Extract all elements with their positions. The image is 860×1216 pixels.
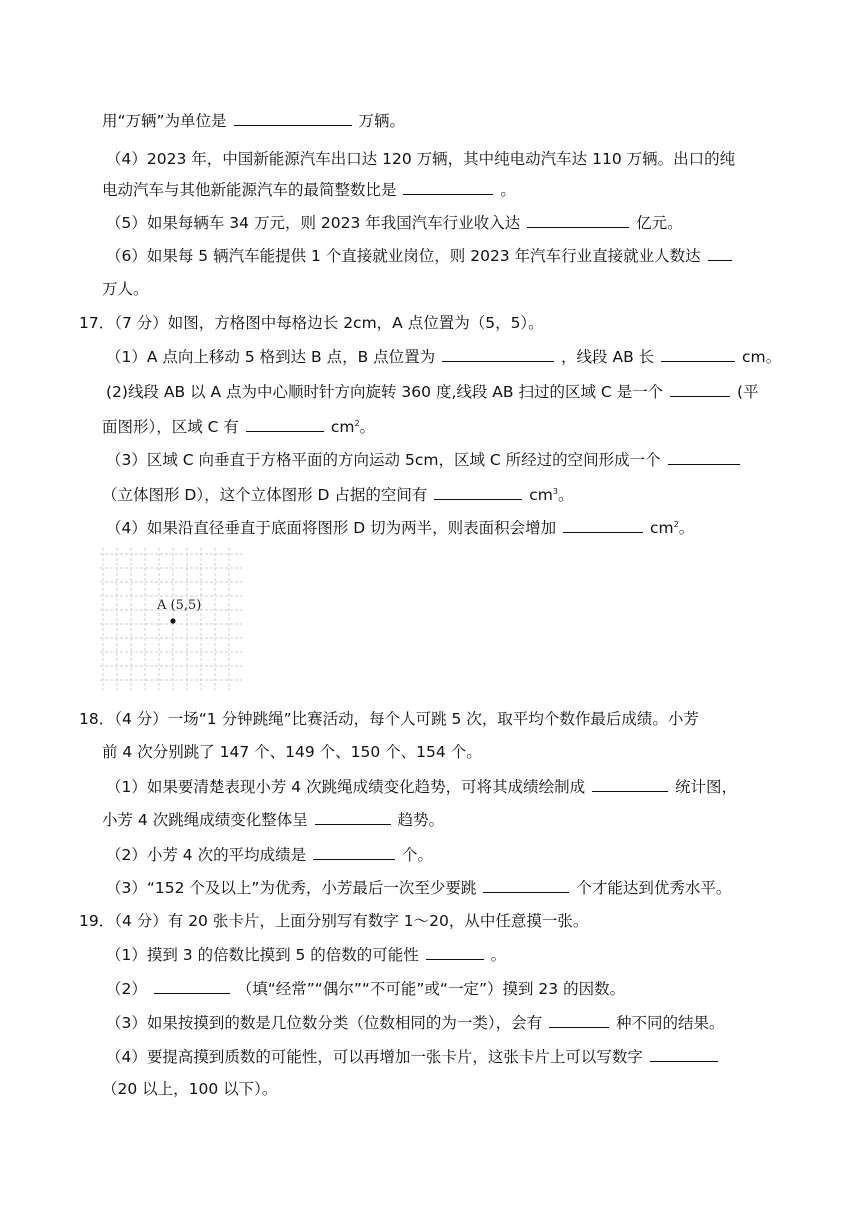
text: 个才能达到优秀水平。 <box>576 879 732 897</box>
point-a-label: A (5,5) <box>157 598 202 613</box>
text: 面图形），区域 C 有 <box>102 418 239 437</box>
question-18 <box>79 709 699 729</box>
question-17 <box>79 313 544 333</box>
text: 种不同的结果。 <box>616 1014 725 1032</box>
answer-blank[interactable] <box>549 1012 609 1028</box>
answer-blank[interactable] <box>483 877 569 893</box>
text: （4）要提高摸到质数的可能性，可以再增加一张卡片，这张卡片上可以写数字 <box>106 1048 643 1066</box>
q17-1 <box>106 346 781 367</box>
text: （3）区域 C 向垂直于方格平面的方向运动 5cm，区域 C 所经过的空间形成一个 <box>106 451 661 469</box>
q17-4 <box>106 515 694 538</box>
answer-blank[interactable] <box>426 944 484 960</box>
text: cm <box>650 519 674 538</box>
text: cm。 <box>742 348 782 366</box>
text: （1）如果要清楚表现小芳 4 次跳绳成绩变化趋势，可将其成绩绘制成 <box>106 778 586 796</box>
text: （填“经常”“偶尔”“不可能”或“一定”）摸到 23 的因数。 <box>236 980 626 998</box>
text: （4）如果沿直径垂直于底面将图形 D 切为两半，则表面积会增加 <box>106 519 557 538</box>
answer-blank[interactable] <box>708 245 732 261</box>
q18-1 <box>106 776 737 797</box>
text: ，线段 AB 长 <box>561 348 655 366</box>
q17-3-continued <box>102 482 574 505</box>
point-a <box>170 618 175 623</box>
text: 。 <box>500 181 516 199</box>
q17-2 <box>106 381 759 402</box>
answer-blank[interactable] <box>668 449 740 465</box>
q19-2 <box>106 978 625 999</box>
text: 17．（7 分）如图，方格图中每格边长 2cm，A 点位置为（5，5）。 <box>79 314 544 332</box>
grid-svg <box>100 548 242 690</box>
text: （2）小芳 4 次的平均成绩是 <box>106 846 307 864</box>
text: 前 4 次分别跳了 147 个、149 个、150 个、154 个。 <box>102 743 482 761</box>
question-19 <box>79 911 588 931</box>
text: 小芳 4 次跳绳成绩变化整体呈 <box>102 811 308 829</box>
answer-blank[interactable] <box>661 346 735 362</box>
answer-blank[interactable] <box>315 809 391 825</box>
q19-4 <box>106 1046 720 1067</box>
q18-1-continued <box>102 809 444 830</box>
q16-5 <box>106 212 683 233</box>
text: 19．（4 分）有 20 张卡片，上面分别写有数字 1～20，从中任意摸一张。 <box>79 912 589 930</box>
answer-blank[interactable] <box>670 381 730 397</box>
q16-6-continued <box>102 279 149 299</box>
q19-1 <box>106 944 506 965</box>
text: cm <box>529 486 553 505</box>
answer-blank[interactable] <box>650 1046 718 1062</box>
grid-lines <box>100 548 242 690</box>
text: （立体图形 D），这个立体图形 D 占据的空间有 <box>102 486 428 505</box>
grid-figure <box>100 548 242 690</box>
q16-6 <box>106 245 734 266</box>
text: （6）如果每 5 辆汽车能提供 1 个直接就业岗位，则 2023 年汽车行业直接就业人数达 <box>106 247 701 265</box>
text: （1）摸到 3 的倍数比摸到 5 的倍数的可能性 <box>106 946 419 964</box>
q18-3 <box>106 877 731 898</box>
answer-blank[interactable] <box>313 844 395 860</box>
text: 。 <box>558 486 574 505</box>
text: 。 <box>678 519 695 538</box>
text: （3）如果按摸到的数是几位数分类（位数相同的为一类），会有 <box>106 1014 543 1032</box>
text: 18．（4 分）一场“1 分钟跳绳”比赛活动，每个人可跳 5 次，取平均个数作最后成绩。小芳 <box>79 710 699 728</box>
q19-3 <box>106 1012 725 1033</box>
answer-blank[interactable] <box>434 484 522 500</box>
text: 万辆。 <box>358 112 405 130</box>
q18-2 <box>106 844 433 865</box>
q17-2-continued <box>102 414 375 437</box>
text: 用“万辆”为单位是 <box>102 112 227 130</box>
text: 个。 <box>401 846 433 864</box>
answer-blank[interactable] <box>442 346 554 362</box>
text: 亿元。 <box>636 214 683 232</box>
text: 统计图， <box>674 778 737 796</box>
text: （2） <box>106 980 147 998</box>
answer-blank[interactable] <box>234 110 352 126</box>
text: (平 <box>737 383 759 401</box>
answer-blank[interactable] <box>246 416 324 432</box>
answer-blank[interactable] <box>563 517 643 533</box>
q16-4-continued <box>102 179 516 200</box>
text: cm <box>330 418 355 437</box>
q16-4 <box>106 149 735 169</box>
text: 电动汽车与其他新能源汽车的最简整数比是 <box>102 181 397 199</box>
answer-blank[interactable] <box>527 212 629 228</box>
text: （3）“152 个及以上”为优秀，小芳最后一次至少要跳 <box>106 879 477 897</box>
text: （20 以上，100 以下）。 <box>102 1080 278 1098</box>
text: （5）如果每辆车 34 万元，则 2023 年我国汽车行业收入达 <box>106 214 521 232</box>
q19-4-continued <box>102 1079 277 1099</box>
answer-blank[interactable] <box>592 776 668 792</box>
text: （1）A 点向上移动 5 格到达 B 点，B 点位置为 <box>106 348 436 366</box>
answer-blank[interactable] <box>154 978 230 994</box>
q17-3 <box>106 449 742 470</box>
q16-3-continued <box>102 110 405 131</box>
text: 趋势。 <box>397 811 445 829</box>
text: (2)线段 AB 以 A 点为中心顺时针方向旋转 360 度,线段 AB 扫过的区域 C 是一个 <box>106 383 664 401</box>
text: 。 <box>490 946 507 964</box>
superscript: 2 <box>354 419 360 428</box>
question-18-continued <box>102 742 482 762</box>
answer-blank[interactable] <box>403 179 493 195</box>
text: （4）2023 年，中国新能源汽车出口达 120 万辆，其中纯电动汽车达 110 万辆。出口的纯 <box>106 150 736 168</box>
superscript: 3 <box>552 487 558 496</box>
text: 。 <box>359 418 376 437</box>
superscript: 2 <box>673 520 679 529</box>
text: 万人。 <box>102 280 149 298</box>
